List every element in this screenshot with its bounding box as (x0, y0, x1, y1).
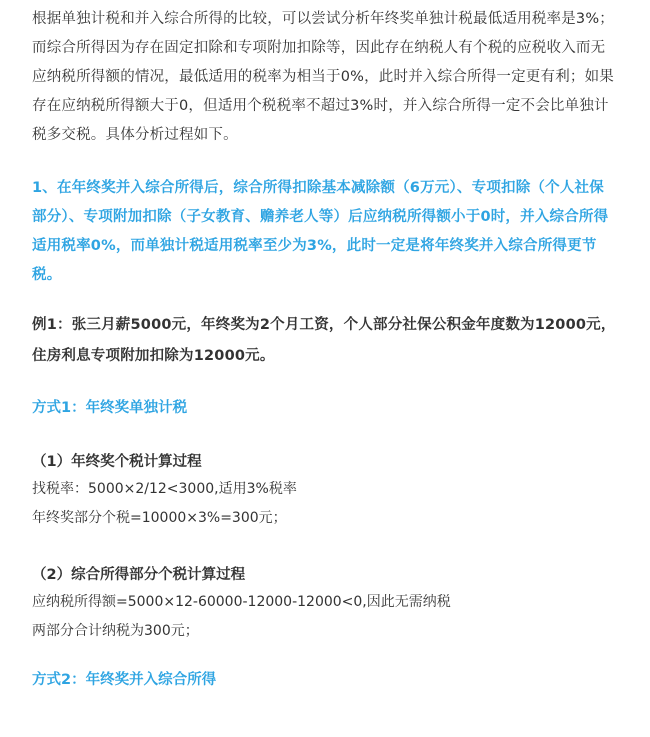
method-1-step-2-heading: （2）综合所得部分个税计算过程 (32, 567, 246, 583)
point-1-paragraph: 1、在年终奖并入综合所得后，综合所得扣除基本减除额（6万元）、专项扣除（个人社保部分）、专项附加扣除（子女教育、赡养老人等）后应纳税所得额小于0时，并入综合所得适用税率0%，而单独计税适用税率至少为3%，此时一定是将年终奖并入综合所得更节税。 (32, 180, 609, 283)
method-1-step-1-heading: （1）年终奖个税计算过程 (32, 454, 202, 470)
method-1-step-2-calc (32, 588, 618, 646)
method-2-heading: 方式2：年终奖并入综合所得 (32, 672, 217, 688)
method-1-heading: 方式1：年终奖单独计税 (32, 400, 188, 416)
calc-line: 找税率：5000×2/12<3000,适用3%税率 (32, 481, 297, 497)
example-1-paragraph: 例1：张三月薪5000元，年终奖为2个月工资，个人部分社保公积金年度数为12000元，住房利息专项附加扣除为12000元。 (32, 317, 616, 364)
calc-line: 年终奖部分个税=10000×3%=300元； (32, 510, 287, 526)
calc-line: 应纳税所得额=5000×12-60000-12000-12000<0,因此无需纳税 (32, 594, 451, 610)
method-1-step-1-calc (32, 475, 618, 533)
calc-line: 两部分合计纳税为300元； (32, 623, 199, 639)
intro-paragraph: 根据单独计税和并入综合所得的比较，可以尝试分析年终奖单独计税最低适用税率是3%；而综合所得因为存在固定扣除和专项附加扣除等，因此存在纳税人有个税的应税收入而无应纳税所得额的情况，最低适用的税率为相当于0%，此时并入综合所得一定更有利；如果存在应纳税所得额大于0，但适用个税税率不超过3%时，并入综合所得一定不会比单独计税多交税。具体分析过程如下。 (32, 11, 614, 143)
